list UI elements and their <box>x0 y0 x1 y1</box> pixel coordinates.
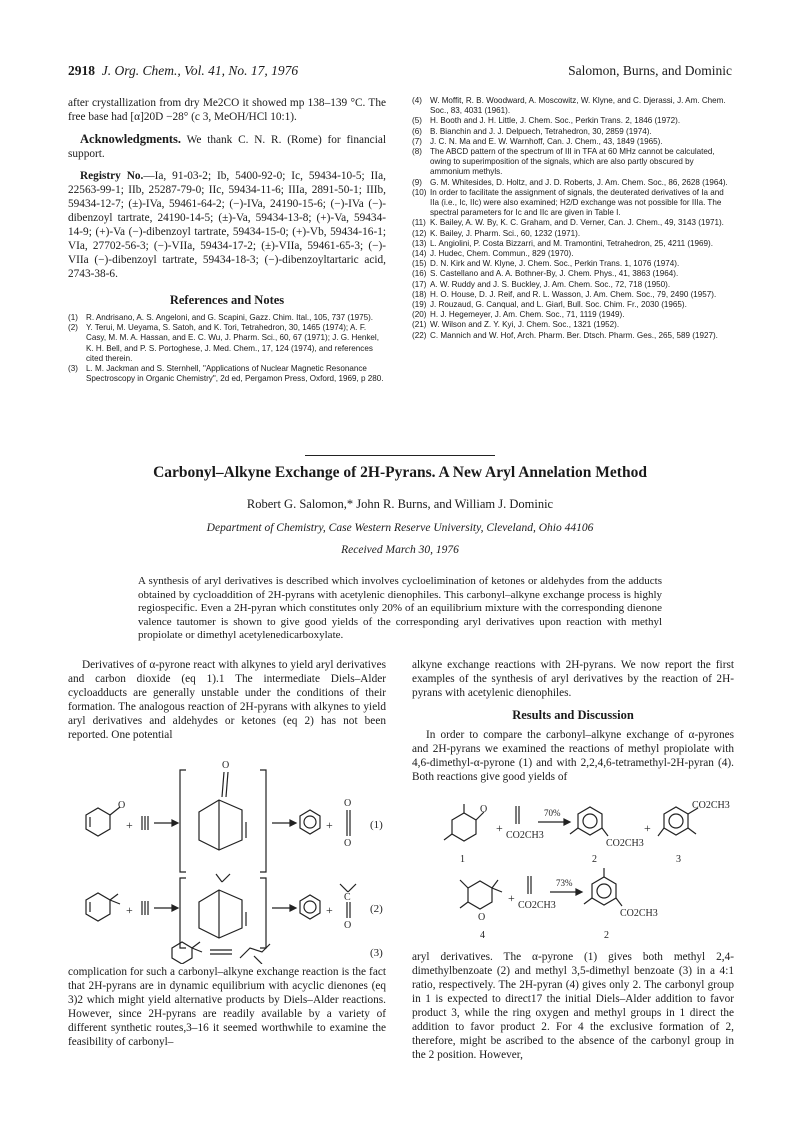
co2-oxygen-top: O <box>344 798 352 809</box>
references-heading: References and Notes <box>169 293 285 307</box>
left-top-column <box>68 96 386 384</box>
adduct-oxygen: O <box>222 760 230 771</box>
reference-item <box>412 269 734 279</box>
registry-numbers <box>68 169 386 281</box>
reference-item <box>412 137 734 147</box>
reference-number: (6) <box>412 126 422 136</box>
reference-text: The ABCD pattern of the spectrum of III in TFA at 60 MHz cannot be calculated, owing to superimposition of the signals, which are also partly obscured by ammonium methyls. <box>430 147 715 177</box>
reference-item <box>412 96 734 116</box>
reference-number: (1) <box>68 313 78 322</box>
reference-item <box>412 300 734 310</box>
references-list-left <box>68 313 386 384</box>
intro-paragraph-2: complication for such a carbonyl–alkyne exchange reaction is the fact that 2H-pyrans are in dynamic equilibrium with acyclic dienones (eq 3)2 which might yield alternative products by Diels–Alder reactions. However, since 2H-pyrans are readily available by a variety of different synthetic routes,3–16 it seemed worthwhile to examine the feasibility of carbonyl– <box>68 966 386 1048</box>
alpha-pyrone-structure <box>86 807 120 836</box>
body-right-column-lower <box>412 950 734 1062</box>
reference-text: K. Bailey, J. Pharm. Sci., 60, 1232 (1971). <box>430 228 581 238</box>
reference-text: R. Andrisano, A. S. Angeloni, and G. Scapini, Gazz. Chim. Ital., 105, 737 (1975). <box>86 313 374 322</box>
pyran-eq3 <box>172 942 192 964</box>
body-right-column <box>412 658 734 784</box>
registry-body: —Ia, 91-03-2; Ib, 5400-92-0; Ic, 59434-10-5; IIa, 22563-99-1; IIb, 25287-79-0; IIc, 59434-11-6; IIIa, 2891-50-1; IIIb, 59434-12-7; (±)-IVa, 59461-64-2; (−)-IVa, 24190-15-6; (−)-IVa (−)-dibenzoyl tartrate, 24190-14-5; (±)-Va, 59434-13-8; (+)-Va, 59434-14-9; (+)-Va (−)-dibenzoyl tartrate, 59434-15-0; (+)-Vb, 59434-16-1; VIa, 27702-56-3; (−)-VIIa, 59434-17-2; (±)-VIIa, 59461-65-3; (−)-VIIa (−)-dibenzoyl tartrate, 59434-18-3; (−)-dibenzoyltartaric acid, 2743-38-6. <box>68 170 386 280</box>
eq2-plus-2: + <box>326 903 333 917</box>
body-left-column <box>68 658 386 742</box>
section-divider <box>305 455 495 456</box>
reference-item <box>412 280 734 290</box>
reference-number: (3) <box>68 364 78 374</box>
reference-number: (10) <box>412 187 427 197</box>
reference-number: (18) <box>412 289 427 299</box>
product-3-ester: CO2CH3 <box>692 800 730 811</box>
eq2-plus: + <box>126 903 133 917</box>
reference-text: J. Hudec, Chem. Commun., 829 (1970). <box>430 249 574 259</box>
reference-item <box>412 229 734 239</box>
journal-citation: J. Org. Chem., Vol. 41, No. 17, 1976 <box>101 63 299 78</box>
reference-number: (8) <box>412 147 422 157</box>
reference-item <box>68 313 386 323</box>
reference-text: W. Wilson and Z. Y. Kyi, J. Chem. Soc., 1321 (1952). <box>430 320 620 330</box>
intro-paragraph-1: Derivatives of α-pyrone react with alkynes to yield aryl derivatives and carbon dioxide (eq 1).1 The intermediate Diels–Alder cycloadducts are generally unstable under the conditions of their formation. The analogous reaction of 2H-pyrans with alkynes to yield aryl derivatives and aldehydes or ketones (eq 2) has not been reported. One potential <box>68 659 386 741</box>
reference-item <box>412 331 734 341</box>
reference-item <box>412 239 734 249</box>
reference-text: L. M. Jackman and S. Sternhell, "Applications of Nuclear Magnetic Resonance Spectroscopy in Organic Chemistry", 2d ed, Pergamon Press, Oxford, 1969, p 280. <box>86 364 384 384</box>
header-authors: Salomon, Burns, and Dominic <box>568 63 732 78</box>
propiolate-ester-2: CO2CH3 <box>518 900 556 911</box>
plus-2: + <box>644 821 651 835</box>
compound-label-2: 2 <box>592 854 597 865</box>
ack-body: We thank C. N. R. (Rome) for financial support. <box>68 134 386 160</box>
reference-number: (11) <box>412 218 426 228</box>
running-header <box>68 63 732 79</box>
co2-oxygen-bottom: O <box>344 838 352 849</box>
reference-number: (7) <box>412 136 422 146</box>
benzene-ring-eq2 <box>300 895 320 919</box>
reference-number: (9) <box>412 177 422 187</box>
reference-item <box>412 218 734 228</box>
reference-item <box>412 147 734 178</box>
reference-item <box>68 323 386 364</box>
plus-3: + <box>508 891 515 905</box>
abstract: A synthesis of aryl derivatives is described which involves cycloelimination of ketones or aldehydes from the adducts obtained by cycloaddition of 2H-pyrans with acetylenic dienophiles. This carbonyl–alkyne exchange process is highly regiospecific. Even a 2H-pyran which constitutes only 20% of an equilibrium mixture with the corresponding dienone valence tautomer is shown to give good yields of the corresponding aryl derivatives upon reaction with methyl propiolate or dimethyl acetylenedicarboxylate. <box>138 575 662 641</box>
reference-number: (16) <box>412 269 427 279</box>
eq1-plus-2: + <box>326 818 333 832</box>
reference-number: (15) <box>412 259 427 269</box>
body-left-column-lower <box>68 965 386 1049</box>
eq2-number: (2) <box>370 903 383 915</box>
pyrone-1-structure <box>452 813 476 841</box>
reference-item <box>412 249 734 259</box>
reference-item <box>412 290 734 300</box>
reference-item <box>412 320 734 330</box>
crystallization-text: after crystallization from dry Me2CO it showed mp 138–139 °C. The free base had [α]20D −28° (c 3, MeOH/HCl 10:1). <box>68 97 386 123</box>
propiolate-ester-1: CO2CH3 <box>506 830 544 841</box>
reference-text: H. J. Hegemeyer, J. Am. Chem. Soc., 71, 1119 (1949). <box>430 310 625 320</box>
reference-text: K. Bailey, A. W. By, K. C. Graham, and D. Verner, Can. J. Chem., 49, 3143 (1971). <box>430 218 724 228</box>
product-3-ring <box>664 807 688 835</box>
ack-title: Acknowledgments. <box>80 132 182 146</box>
product-2b-ring <box>592 877 616 905</box>
reference-item <box>412 178 734 188</box>
results-heading: Results and Discussion <box>512 708 634 722</box>
page-number: 2918 <box>68 63 95 78</box>
product-2-ring <box>578 807 602 835</box>
reference-number: (22) <box>412 330 427 340</box>
reference-text: W. Moffit, R. B. Woodward, A. Moscowitz, W. Klyne, and C. Djerassi, J. Am. Chem. Soc., 83, 4031 (1961). <box>430 96 726 116</box>
reference-item <box>412 259 734 269</box>
yield-1: 70% <box>544 808 561 818</box>
reference-text: A. W. Ruddy and J. S. Buckley, J. Am. Chem. Soc., 72, 718 (1950). <box>430 279 671 289</box>
eq1-plus: + <box>126 818 133 832</box>
ketone-oxygen: O <box>344 920 352 931</box>
article-affiliation: Department of Chemistry, Case Western Reserve University, Cleveland, Ohio 44106 <box>206 522 594 534</box>
reference-number: (20) <box>412 310 427 320</box>
scheme-equations-left <box>64 752 394 964</box>
results-paragraph-2: aryl derivatives. The α-pyrone (1) gives both methyl 2,4-dimethylbenzoate (2) and methyl 3,5-dimethyl benzoate (3) in a 4:1 ratio, respectively. The 2H-pyran (4) gives only 2. The carbonyl group in 1 is expected to direct17 the initial Diels–Alder addition to favor product 3, while the ring oxygen and methyl groups in 1 direct the addition to favor product 2. For 4 the exclusive formation of 2, therefore, might be ascribed to the absence of the carbonyl group in the 2 position. However, <box>412 951 734 1061</box>
reference-text: D. N. Kirk and W. Klyne, J. Chem. Soc., Perkin Trans. 1, 1076 (1974). <box>430 259 680 269</box>
reference-number: (5) <box>412 116 422 126</box>
references-list-right <box>412 96 734 341</box>
pyran-4-structure <box>468 881 492 909</box>
article-title: Carbonyl–Alkyne Exchange of 2H-Pyrans. A New Aryl Annelation Method <box>153 464 647 481</box>
compound-label-3: 3 <box>676 854 681 865</box>
received-date: Received March 30, 1976 <box>341 544 459 556</box>
right-top-column <box>412 96 734 341</box>
reference-item <box>412 116 734 126</box>
reference-number: (14) <box>412 249 427 259</box>
reference-text: C. Mannich and W. Hof, Arch. Pharm. Ber. Dtsch. Pharm. Ges., 265, 589 (1927). <box>430 330 718 340</box>
reference-item <box>412 188 734 219</box>
reference-text: S. Castellano and A. A. Bothner-By, J. Chem. Phys., 41, 3863 (1964). <box>430 269 679 279</box>
reference-text: G. M. Whitesides, D. Holtz, and J. D. Roberts, J. Am. Chem. Soc., 86, 2628 (1964). <box>430 177 728 187</box>
product-2b-ester: CO2CH3 <box>620 908 658 919</box>
registry-title: Registry No. <box>80 170 144 182</box>
reference-text: J. Rouzaud, G. Canqual, and L. Giarl, Bull. Soc. Chim. Fr., 2030 (1965). <box>430 300 687 310</box>
reference-number: (4) <box>412 96 422 105</box>
pyrone-1-oxygen: O <box>480 804 488 815</box>
reference-item <box>412 127 734 137</box>
reference-text: In order to facilitate the assignment of signals, the deuterated derivatives of Ia and IIa (i.e., Ic, IIc) were also examined; H2/D exchange was not possible for IIIa. The spectral parameters for Ic and IIc are given in Table I. <box>430 187 724 218</box>
reference-number: (13) <box>412 238 427 248</box>
reference-text: Y. Terui, M. Ueyama, S. Satoh, and K. Tori, Tetrahedron, 30, 1465 (1974); A. F. Casy, M. M. A. Hassan, and E. C. Wu, J. Pharm. Sci., 60, 67 (1971); J. G. Henkel, K. H. Bell, and P. S. Portoghese, J. Med. Chem., 17, 124 (1974), and references cited therein. <box>86 323 379 363</box>
reference-item <box>68 364 386 384</box>
reference-number: (19) <box>412 300 427 310</box>
article-authors: Robert G. Salomon,* John R. Burns, and William J. Dominic <box>246 497 554 511</box>
reference-text: L. Angiolini, P. Costa Bizzarri, and M. Tramontini, Tetrahedron, 25, 4211 (1969). <box>430 238 713 248</box>
compound-label-1: 1 <box>460 854 465 865</box>
compound-label-4: 4 <box>480 930 485 941</box>
pyrone-oxygen: O <box>118 800 126 811</box>
benzene-ring-eq1 <box>300 810 320 834</box>
reference-number: (17) <box>412 279 427 289</box>
pyran-4-oxygen: O <box>478 912 486 923</box>
reference-text: H. Booth and J. H. Little, J. Chem. Soc., Perkin Trans. 2, 1846 (1972). <box>430 116 681 126</box>
reference-number: (12) <box>412 228 427 238</box>
reference-text: H. O. House, D. J. Reif, and R. L. Wasson, J. Am. Chem. Soc., 79, 2490 (1957). <box>430 289 717 299</box>
reference-item <box>412 310 734 320</box>
reference-number: (2) <box>68 323 78 333</box>
intro-paragraph-3: alkyne exchange reactions with 2H-pyrans. We now report the first examples of the synthesis of aryl derivatives by the reaction of 2H-pyrans with acetylenic dienophiles. <box>412 659 734 699</box>
product-2-ester: CO2CH3 <box>606 838 644 849</box>
compound-label-2b: 2 <box>604 930 609 941</box>
plus-1: + <box>496 821 503 835</box>
scheme-right <box>408 800 738 942</box>
reference-text: B. Bianchin and J. J. Delpuech, Tetrahedron, 30, 2859 (1974). <box>430 126 652 136</box>
eq1-number: (1) <box>370 819 383 831</box>
results-paragraph-1: In order to compare the carbonyl–alkyne exchange of α-pyrones and 2H-pyrans we examined the reactions of methyl propiolate with 4,6-dimethyl-α-pyrone (1) and with 2,2,4,6-tetramethyl-2H-pyran (4). Both reactions give good yields of <box>412 729 734 783</box>
ketone-carbon: C <box>344 892 351 903</box>
reference-text: J. C. N. Ma and E. W. Warnhoff, Can. J. Chem., 43, 1849 (1965). <box>430 136 663 146</box>
acknowledgments <box>68 132 386 161</box>
reference-number: (21) <box>412 320 427 330</box>
header-left <box>68 63 298 79</box>
eq3-number: (3) <box>370 947 383 959</box>
yield-2: 73% <box>556 878 573 888</box>
